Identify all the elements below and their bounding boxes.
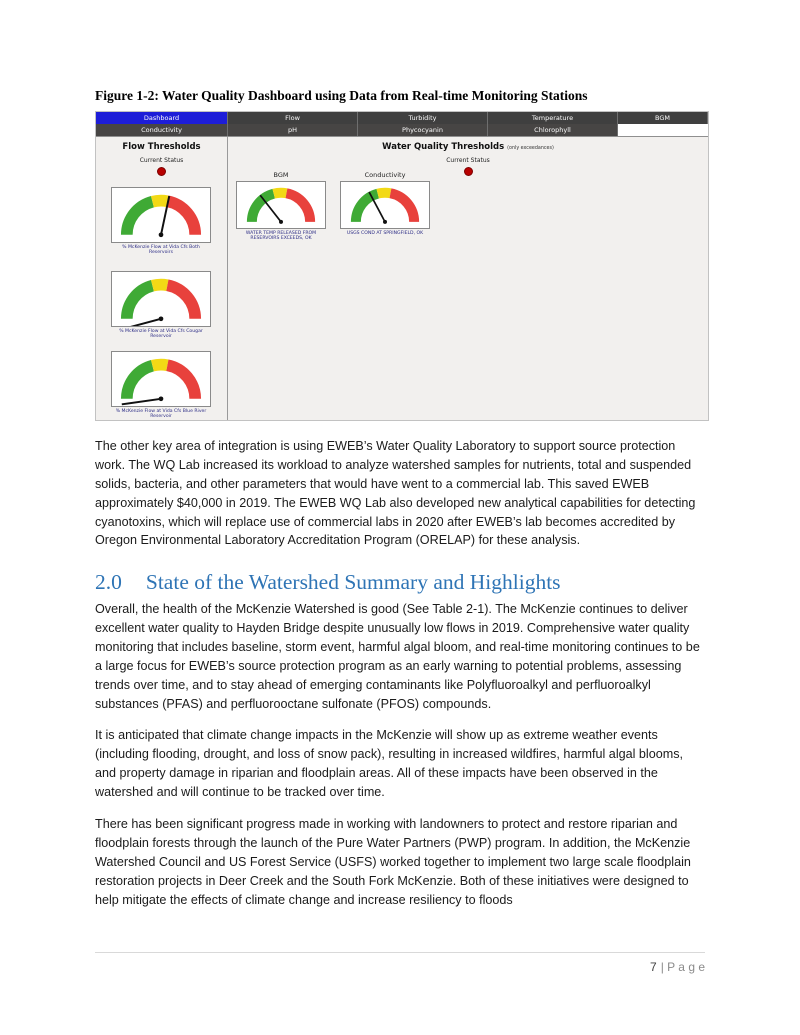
water-quality-thresholds-title [228, 137, 708, 152]
flow-gauge-3 [111, 351, 211, 420]
paragraph-climate-change: It is anticipated that climate change impacts in the McKenzie will show up as extreme weather events (including flooding, drought, and loss of snow pack), resulting in increased wildfires, harmful algal blooms, and property damage in riparian and floodplain areas. All of these impacts have been observed in the watershed and will continue to be tracked over time. [95, 728, 684, 800]
panel-title-suffix: (only exceedances) [507, 146, 554, 151]
wq-status-indicator-icon [464, 167, 473, 176]
flow-thresholds-title: Flow Thresholds [122, 142, 201, 152]
page-number: 7 [650, 960, 657, 974]
gauge-arc [112, 272, 210, 326]
dashboard-tabbar-row1 [96, 112, 708, 124]
gauge-caption: WATER TEMP RELEASED FROM RESERVOIRS EXCEEDS, OK [245, 231, 317, 242]
section-title: State of the Watershed Summary and Highlights [145, 570, 561, 595]
paragraph-watershed-health: Overall, the health of the McKenzie Watershed is good (See Table 2-1). The McKenzie continues to deliver excellent water quality to Hayden Bridge despite unusually low flows in 2019. Comprehensive water quality monitoring that includes baseline, storm event, harmful algal bloom, and real-time monitoring continues to be a large focus for EWEB’s source protection program as an early warning to potential problems, assessing trends over time, and to stay ahead of emerging contaminants like Polyfluoroalkyl and perfluoroalkyl substances (PFAS) and perfluorooctane sulfonate (PFOS) compounds. [95, 602, 700, 711]
tab-phycocyanin[interactable]: Phycocyanin [358, 124, 488, 136]
water-quality-thresholds-panel [228, 137, 708, 420]
gauge-needle-icon [123, 318, 163, 326]
paragraph-wq-lab: The other key area of integration is using EWEB’s Water Quality Laboratory to support source protection work. The WQ Lab increased its workload to analyze watershed samples for nutrients, total and suspended solids, bacteria, and other parameters that would have went to a commercial lab. This saved EWEB approximately $40,000 in 2019. The EWEB WQ Lab also developed new analytical capabilities for detecting cyanotoxins, which will replace use of commercial labs in 2020 after EWEB’s lab becomes accredited by Oregon Environmental Laboratory Accreditation Program (ORELAP) for these analysis. [95, 439, 696, 548]
gauge-arc [237, 182, 325, 228]
gauge-caption: % McKenzie Flow at Vida Cfs Both Reservoirs [122, 245, 200, 256]
tab-bgm[interactable]: BGM [618, 112, 708, 124]
flow-status-indicator-icon [157, 167, 166, 176]
gauge-chart [111, 271, 211, 327]
dashboard-tabbar-row2 [96, 124, 708, 136]
bgm-gauge [236, 171, 326, 242]
section-heading [95, 570, 705, 595]
tab-flow[interactable]: Flow [228, 112, 358, 124]
figure-dashboard-screenshot [95, 111, 709, 421]
wq-current-status-label: Current Status [446, 157, 490, 164]
tab-chlorophyll[interactable]: Chlorophyll [488, 124, 618, 136]
tabbar-empty-segment [618, 124, 708, 136]
tab-turbidity[interactable]: Turbidity [358, 112, 488, 124]
gauge-arc [112, 188, 210, 242]
page-footer [95, 952, 705, 974]
gauge-chart [340, 181, 430, 229]
gauge-caption: USGS COND AT SPRINGFIELD, OK [346, 231, 424, 236]
flow-current-status-label: Current Status [139, 157, 184, 164]
gauge-arc [341, 182, 429, 228]
dashboard-panels [96, 136, 708, 420]
gauge-caption: % McKenzie Flow at Vida Cfs Cougar Reservoir [119, 329, 203, 340]
section-number: 2.0 [95, 570, 122, 595]
flow-gauge-2 [111, 271, 211, 340]
gauge-chart [111, 187, 211, 243]
tab-ph[interactable]: pH [228, 124, 358, 136]
conductivity-gauge [340, 171, 430, 236]
gauge-chart [236, 181, 326, 229]
tab-conductivity[interactable]: Conductivity [96, 124, 228, 136]
gauge-needle-icon [122, 399, 163, 405]
tab-dashboard[interactable]: Dashboard [96, 112, 228, 124]
figure-caption: Figure 1-2: Water Quality Dashboard using Data from Real-time Monitoring Stations [95, 88, 588, 103]
gauge-arc [112, 352, 210, 406]
gauge-caption: % McKenzie Flow at Vida Cfs Blue River Reservoir [115, 409, 207, 420]
gauge-title: Conductivity [364, 171, 406, 179]
tab-temperature[interactable]: Temperature [488, 112, 618, 124]
panel-title-text: Water Quality Thresholds [382, 142, 505, 152]
flow-gauge-1 [111, 187, 211, 256]
flow-thresholds-panel [96, 137, 228, 420]
page-footer-label: | P a g e [660, 960, 705, 974]
gauge-chart [111, 351, 211, 407]
paragraph-landowner-progress: There has been significant progress made in working with landowners to protect and restore riparian and floodplain forests through the launch of the Pure Water Partners (PWP) program. In addition, the McKenzie Watershed Council and US Forest Service (USFS) worked together to implement two large scale floodplain restoration projects in Deer Creek and the South Fork McKenzie. Both of these initiatives were designed to help mitigate the effects of climate change and increase resiliency to floods [95, 816, 691, 907]
gauge-title: BGM [273, 171, 289, 179]
